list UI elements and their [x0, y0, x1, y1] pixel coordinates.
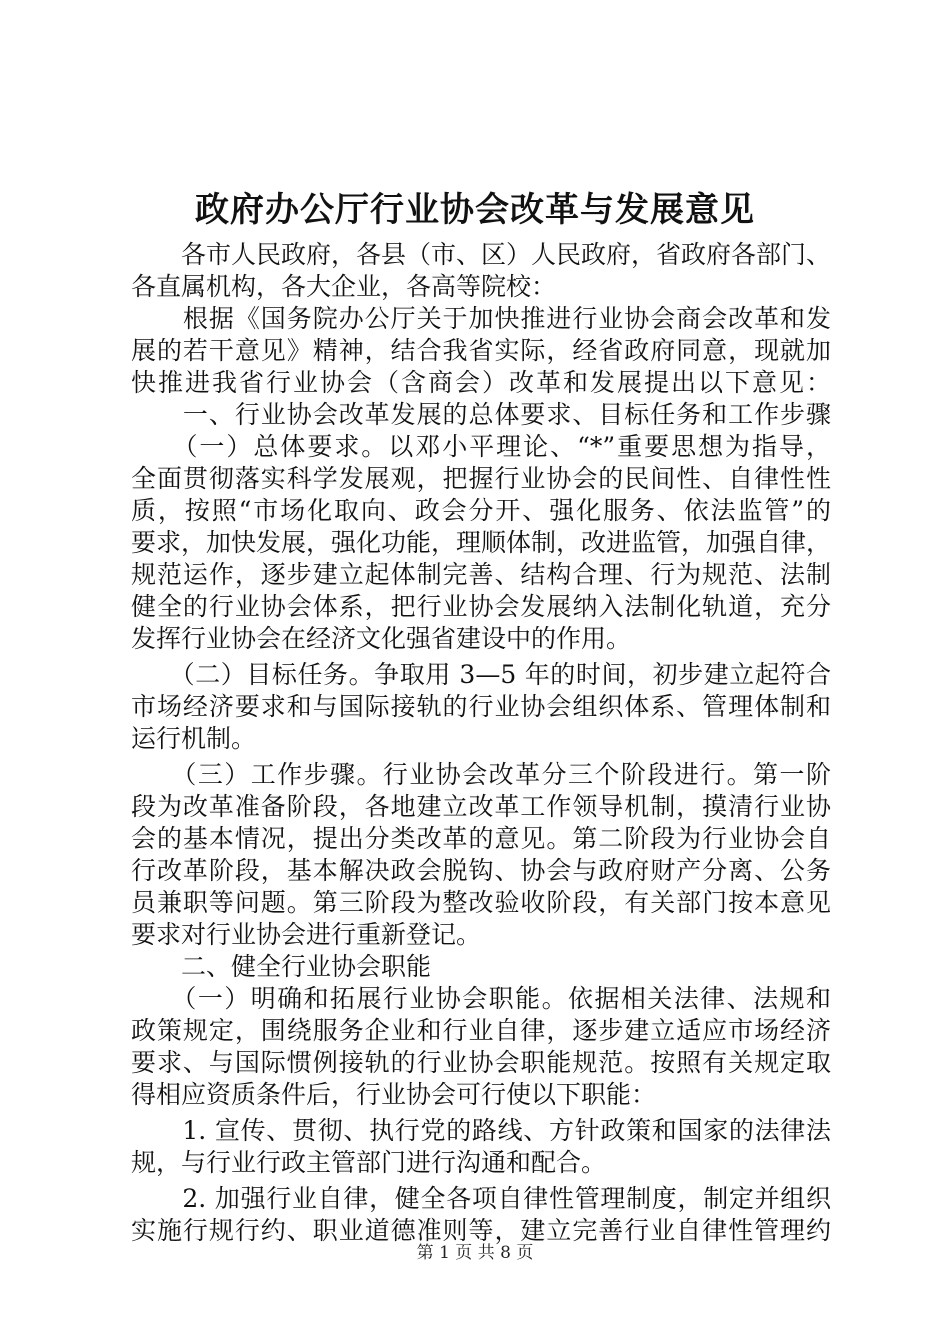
body-line: 发挥行业协会在经济文化强省建设中的作用。 — [131, 624, 632, 653]
body-line: 1. 宣传、贯彻、执行党的路线、方针政策和国家的法律法 — [131, 1116, 831, 1145]
body-line: （二）目标任务。争取用 3—5 年的时间，初步建立起符合 — [131, 660, 831, 689]
body-line: 政策规定，围绕服务企业和行业自律，逐步建立适应市场经济 — [131, 1016, 831, 1045]
body-line: 段为改革准备阶段，各地建立改革工作领导机制，摸清行业协 — [131, 792, 831, 821]
body-line: （一）明确和拓展行业协会职能。依据相关法律、法规和 — [131, 984, 831, 1013]
body-line: 运行机制。 — [131, 724, 257, 753]
page-number: 第 1 页 共 8 页 — [416, 1243, 534, 1263]
body-line: 行改革阶段，基本解决政会脱钩、协会与政府财产分离、公务 — [131, 856, 831, 885]
body-line: 展的若干意见》精神，结合我省实际，经省政府同意，现就加 — [131, 336, 831, 365]
body-line: 质，按照“市场化取向、政会分开、强化服务、依法监管”的 — [131, 496, 831, 525]
body-line: 全面贯彻落实科学发展观，把握行业协会的民间性、自律性性 — [131, 464, 831, 493]
document-title: 政府办公厅行业协会改革与发展意见 — [195, 190, 755, 230]
body-line: （三）工作步骤。行业协会改革分三个阶段进行。第一阶 — [131, 760, 831, 789]
body-line: 规范运作，逐步建立起体制完善、结构合理、行为规范、法制 — [131, 560, 831, 589]
body-line: 市场经济要求和与国际接轨的行业协会组织体系、管理体制和 — [131, 692, 831, 721]
body-line: 健全的行业协会体系，把行业协会发展纳入法制化轨道，充分 — [131, 592, 831, 621]
body-line: 2. 加强行业自律，健全各项自律性管理制度，制定并组织 — [131, 1184, 831, 1213]
body-line: 快推进我省行业协会（含商会）改革和发展提出以下意见： — [131, 368, 831, 397]
body-line: 要求、与国际惯例接轨的行业协会职能规范。按照有关规定取 — [131, 1048, 831, 1077]
body-line: 一、行业协会改革发展的总体要求、目标任务和工作步骤 — [131, 400, 831, 429]
body-line: 得相应资质条件后，行业协会可行使以下职能： — [131, 1080, 657, 1109]
body-line: 实施行规行约、职业道德准则等，建立完善行业自律性管理约 — [131, 1216, 831, 1245]
body-line: （一）总体要求。以邓小平理论、“*”重要思想为指导， — [131, 432, 831, 461]
body-line: 要求，加快发展，强化功能，理顺体制，改进监管，加强自律， — [131, 528, 832, 557]
body-line: 要求对行业协会进行重新登记。 — [131, 920, 482, 949]
document-body — [131, 239, 831, 1247]
body-line: 规，与行业行政主管部门进行沟通和配合。 — [131, 1148, 607, 1177]
body-line: 各直属机构，各大企业，各高等院校： — [131, 272, 557, 301]
body-line: 各市人民政府，各县（市、区）人民政府，省政府各部门、 — [131, 240, 832, 269]
body-line: 会的基本情况，提出分类改革的意见。第二阶段为行业协会自 — [131, 824, 831, 853]
body-line: 根据《国务院办公厅关于加快推进行业协会商会改革和发 — [131, 304, 831, 333]
body-line: 二、健全行业协会职能 — [131, 952, 432, 981]
body-line: 员兼职等问题。第三阶段为整改验收阶段，有关部门按本意见 — [131, 888, 831, 917]
